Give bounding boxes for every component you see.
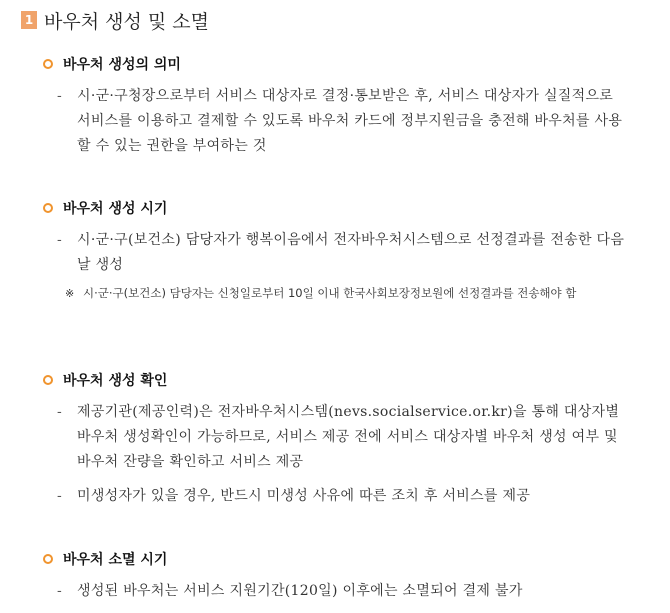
list-item-text: 시·군·구청장으로부터 서비스 대상자로 결정·통보받은 후, 서비스 대상자가 실질적으로 서비스를 이용하고 결제할 수 있도록 바우처 카드에 정부지원금을 충전해 바우처를 사용할 수 있는 권한을 부여하는 것 [77,88,623,154]
list-item [57,484,630,509]
section-title: 바우처 소멸 시기 [63,552,168,568]
list-item-text: 미생성자가 있을 경우, 반드시 미생성 사유에 따른 조치 후 서비스를 제공 [77,488,531,504]
section-title: 바우처 생성의 의미 [63,57,181,73]
page-title: 바우처 생성 및 소멸 [44,10,209,33]
reference-mark-icon: ※ [65,287,75,300]
list-item-text: 시·군·구(보건소) 담당자가 행복이음에서 전자바우처시스템으로 선정결과를 전송한 다음날 생성 [77,232,625,273]
circle-bullet-icon [43,554,53,564]
note [65,282,630,305]
list-item [57,228,630,278]
section-expiry [43,548,630,604]
circle-bullet-icon [43,203,53,213]
list-item-text: 제공기관(제공인력)은 전자바우처시스템(nevs.socialservice.or.kr)을 통해 대상자별 바우처 생성확인이 가능하므로, 서비스 제공 전에 서비스 대상자별 바우처 생성 여부 및 바우처 잔량을 확인하고 서비스 제공 [77,404,620,470]
note-text: 시·군·구(보건소) 담당자는 신청일로부터 10일 이내 한국사회보장정보원에 선정결과를 전송해야 함 [83,286,577,300]
circle-bullet-icon [43,59,53,69]
circle-bullet-icon [43,375,53,385]
dash-icon: - [57,88,62,104]
section-title: 바우처 생성 확인 [63,373,168,389]
list-item-text: 생성된 바우처는 서비스 지원기간(120일) 이후에는 소멸되어 결제 불가 [77,583,523,599]
section-title: 바우처 생성 시기 [63,201,168,217]
list-item [57,400,630,475]
number-badge: 1 [21,11,37,29]
section-meaning [43,53,630,159]
list-item [57,84,630,159]
dash-icon: - [57,232,62,248]
dash-icon: - [57,488,62,504]
section-timing [43,197,630,305]
dash-icon: - [57,583,62,599]
list-item [57,579,630,604]
dash-icon: - [57,404,62,420]
section-header [21,8,209,32]
section-confirm [43,369,630,509]
